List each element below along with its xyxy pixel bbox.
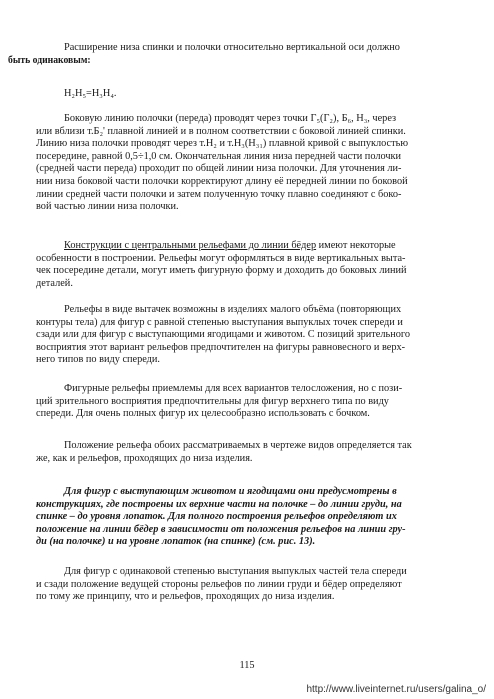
p3-line-2: особенности в построении. Рельефы могут оформляться в виде вертикальных выта- — [36, 252, 406, 264]
paragraph-1-bold: быть одинаковым: — [8, 54, 91, 66]
p5-line-2: ций зрительного восприятия предпочтительны для фигур верхнего типа по виду — [36, 395, 389, 407]
p7-line-2: конструкциях, где построены их верхние части на полочке – до линии груди, на — [36, 498, 402, 510]
p7-line-1: Для фигур с выступающим животом и ягодицами они предусмотрены в — [64, 486, 397, 497]
paragraph-2 — [36, 113, 458, 214]
p2-line-4: посередине, равной 0,5÷1,0 см. Окончательная линия низа передней части полочки — [36, 150, 402, 162]
p7-line-4: положение на линии бёдер в зависимости от положения рельефов на линии гру- — [36, 523, 406, 535]
paragraph-1-text: Расширение низа спинки и полочки относительно вертикальной оси должно — [64, 42, 400, 53]
p3-line-3: чек посередине детали, могут иметь фигурную форму и доходить до боковых линий — [36, 265, 407, 277]
section-heading-underlined: Конструкции с центральными рельефами до линии бёдер — [64, 240, 317, 251]
p2-line-3: Линию низа полочки проводят через т.Н₂ и т.Н₃(Н₃₁) плавной кривой с выпуклостью — [36, 138, 409, 150]
p2-line-2: или вблизи т.Б₂' плавной линией и в полном соответствии с боковой линией спинки. — [36, 125, 406, 137]
page-number: 115 — [239, 660, 255, 671]
p7-line-5: ди (на полочке) и на уровне лопаток (на спинке) (см. рис. 13). — [36, 536, 316, 548]
formula — [36, 88, 458, 101]
watermark-url: http://www.liveinternet.ru/users/galina_o/ — [306, 684, 486, 695]
p8-line-3: по тому же принципу, что и рельефов, проходящих до низа изделия. — [36, 591, 335, 603]
p8-line-2: и сзади положение ведущей стороны рельефов по линии груди и бёдер определяют — [36, 578, 402, 590]
p4-line-5: него типов по виду спереди. — [36, 354, 160, 366]
paragraph-3 — [36, 240, 458, 290]
paragraph-1 — [8, 42, 458, 67]
p7-line-3: спинке – до уровня лопаток. Для полного построения рельефов определяют их — [36, 511, 397, 523]
p8-line-1: Для фигур с одинаковой степенью выступания выпуклых частей тела спереди — [64, 566, 407, 577]
p5-line-1: Фигурные рельефы приемлемы для всех вариантов телосложения, но с пози- — [64, 383, 403, 394]
paragraph-7-emphasis — [36, 486, 458, 549]
p3-line-1-rest: имеют некоторые — [316, 240, 396, 251]
paragraph-6 — [36, 440, 458, 465]
formula-text: Н₂Н₅=Н₃Н₄. — [64, 88, 117, 99]
p6-line-2: же, как и рельефов, проходящих до низа изделия. — [36, 452, 253, 464]
p2-line-1: Боковую линию полочки (переда) проводят через точки Г₅(Г₂), Б₆, Н₃, через — [64, 113, 397, 124]
p2-line-6: нии низа боковой части полочки корректируют длину её передней линии по боковой — [36, 175, 408, 187]
p6-line-1: Положение рельефа обоих рассматриваемых в чертеже видов определяется так — [64, 440, 412, 451]
p2-line-8: вой частью линии низа полочки. — [36, 201, 179, 213]
paragraph-8 — [36, 566, 458, 604]
p3-line-4: деталей. — [36, 277, 73, 289]
paragraph-4 — [36, 304, 458, 367]
p4-line-1: Рельефы в виде вытачек возможны в изделиях малого объёма (повторяющих — [64, 304, 402, 315]
p4-line-2: контуры тела) для фигур с равной степенью выступания выпуклых точек спереди и — [36, 316, 403, 328]
p5-line-3: спереди. Для очень полных фигур их целесообразно использовать с бочком. — [36, 408, 370, 420]
p2-line-7: линии средней части полочки и затем полученную точку плавно соединяют с боко- — [36, 188, 402, 200]
p2-line-5: (средней части переда) проходит по общей линии низа полочки. Для уточнения ли- — [36, 163, 402, 175]
p4-line-3: сзади или для фигур с выступающими ягодицами и животом. С позиций зрительного — [36, 329, 410, 341]
p4-line-4: восприятия этот вариант рельефов предпочтителен на фигуры равновесного и верх- — [36, 341, 406, 353]
paragraph-5 — [36, 383, 458, 421]
